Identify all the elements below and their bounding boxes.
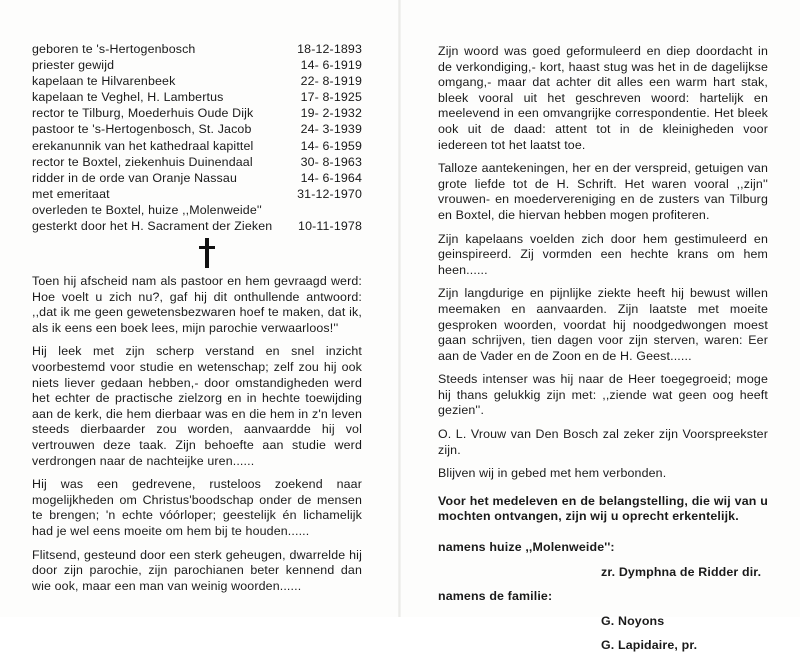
paragraph: Hij leek met zijn scherp verstand en snel inzicht voorbestemd voor studie en wetenschap; zelf zou hij ook niets liever gedaan hebben,- door omstandigheden werd het echter de practische zielzorg en in hechte toewijding aan de kerk, die hem dierbaar was en die hem in z'n leven steeds dierbaarder zou worden, aanvaardde hij vol vertrouwen deze taak. Zijn behoefte aan studie werd verdrongen naar de nachteijke uren...... [32,344,362,468]
paragraph: Blijven wij in gebed met hem verbonden. [438,466,667,481]
career-row [32,73,362,89]
paragraph: Zijn kapelaans voelden zich door hem gestimuleerd en geinspireerd. Zij vormden een hechte krans om hem heen...... [438,231,768,277]
paragraph: Zijn langdurige en pijnlijke ziekte heeft hij bewust willen meemaken en aanvaarden. Zijn laatste met moeite gesproken woorden, voordat hij noodgedwongen moest gaan schrijven, tien dagen voor zijn sterven, waren: Eer aan de Vader en de Zoon en de H. Geest...... [438,286,768,363]
paragraph: Talloze aantekeningen, her en der verspreid, getuigen van grote liefde tot de H. Schrift. Het waren vooral ,,zijn'' vrouwen- en moedervereniging en de zusters van Tilburg en Boxtel, die hiervan hebben mogen profiteren. [438,161,768,222]
career-date: 14- 6-1919 [300,58,362,73]
career-date: 22- 8-1919 [300,74,362,89]
thanks-text: Voor het medeleven en de belangstelling, die wij van u mochten ontvangen, zijn wij u oprecht erkentelijk. [438,493,768,524]
paragraph: Zijn woord was goed geformuleerd en diep doordacht in de verkondiging,- kort, haast stug was het in de dagelijkse omgang,- maar dat achter dit alles een warm hart stak, bleek vooral uit het geschreven woord: hartelijk en meelevend in een omvangrijke correspondentie. Het bleek ook uit de daad: attent tot in de kleinigheden voor iedereen tot het laatst toe. [438,44,768,152]
house-signer: zr. Dymphna de Ridder dir. [601,564,762,579]
left-page [0,0,398,617]
career-event: kapelaan te Hilvarenbeek [32,74,176,89]
career-row [32,186,362,202]
career-row [32,57,362,73]
right-body-text [438,44,768,662]
family-signer: G. Lapidaire, pr. [601,638,698,653]
career-event: overleden te Boxtel, huize ,,Molenweide'' [32,202,262,217]
career-event: ridder in de orde van Oranje Nassau [32,170,237,185]
career-event: rector te Boxtel, ziekenhuis Duinendaal [32,154,253,169]
career-row [32,89,362,105]
career-date: 10-11-1978 [298,219,362,234]
house-label: namens huize ,,Molenweide'': [438,540,615,555]
paragraph: Hij was een gedrevene, rusteloos zoekend naar mogelijkheden om Christus'boodschap onder de mensen te brengen; 'n echte vóórloper; geestelijk én lichamelijk had je wel eens moeite om hem bij te houden...... [32,477,362,538]
career-row [32,121,362,137]
career-date: 24- 3-1939 [300,122,362,137]
career-date: 31-12-1970 [297,186,362,201]
paragraph: Toen hij afscheid nam als pastoor en hem gevraagd werd: Hoe voelt u zich nu?, gaf hij dit onthullende antwoord: ,,dat ik me geen gewetensbezwaren hoef te maken, dat ik, als ik eens een boek lees, mijn parochie verwaarloos!'' [32,274,362,335]
career-row [32,154,362,170]
career-row [32,202,362,218]
career-date: 17- 8-1925 [300,90,362,105]
career-event: pastoor te 's-Hertogenbosch, St. Jacob [32,122,252,137]
career-list [32,41,362,234]
career-date: 18-12-1893 [297,42,362,56]
career-date: 14- 6-1964 [300,170,362,185]
career-row [32,41,362,57]
career-row [32,170,362,186]
left-body-text [32,274,362,602]
career-event: met emeritaat [32,186,110,201]
career-row [32,218,362,234]
career-date: 30- 8-1963 [300,154,362,169]
family-signer: G. Noyons [601,613,665,628]
career-row [32,105,362,121]
career-event: kapelaan te Veghel, H. Lambertus [32,90,224,105]
career-date: 14- 6-1959 [300,138,362,153]
paragraph: O. L. Vrouw van Den Bosch zal zeker zijn Voorspreekster zijn. [438,427,768,457]
career-event: rector te Tilburg, Moederhuis Oude Dijk [32,106,254,121]
signatures [438,539,768,654]
paragraph: Steeds intenser was hij naar de Heer toegegroeid; moge hij thans gelukkig zijn met: ,,ziende wat geen oog heeft gezien''. [438,372,768,418]
career-row [32,138,362,154]
family-label: namens de familie: [438,589,553,604]
career-event: erekanunnik van het kathedraal kapittel [32,138,254,153]
paragraph: Flitsend, gesteund door een sterk geheugen, dwarrelde hij door zijn parochie, zijn parochianen beter kennend dan wie ook, maar een man van weinig woorden...... [32,547,362,593]
career-event: gesterkt door het H. Sacrament der Zieken [32,219,273,234]
career-date: 19- 2-1932 [300,106,362,121]
career-event: geboren te 's-Hertogenbosch [32,42,196,56]
career-event: priester gewijd [32,58,115,73]
cross-icon [199,238,215,268]
